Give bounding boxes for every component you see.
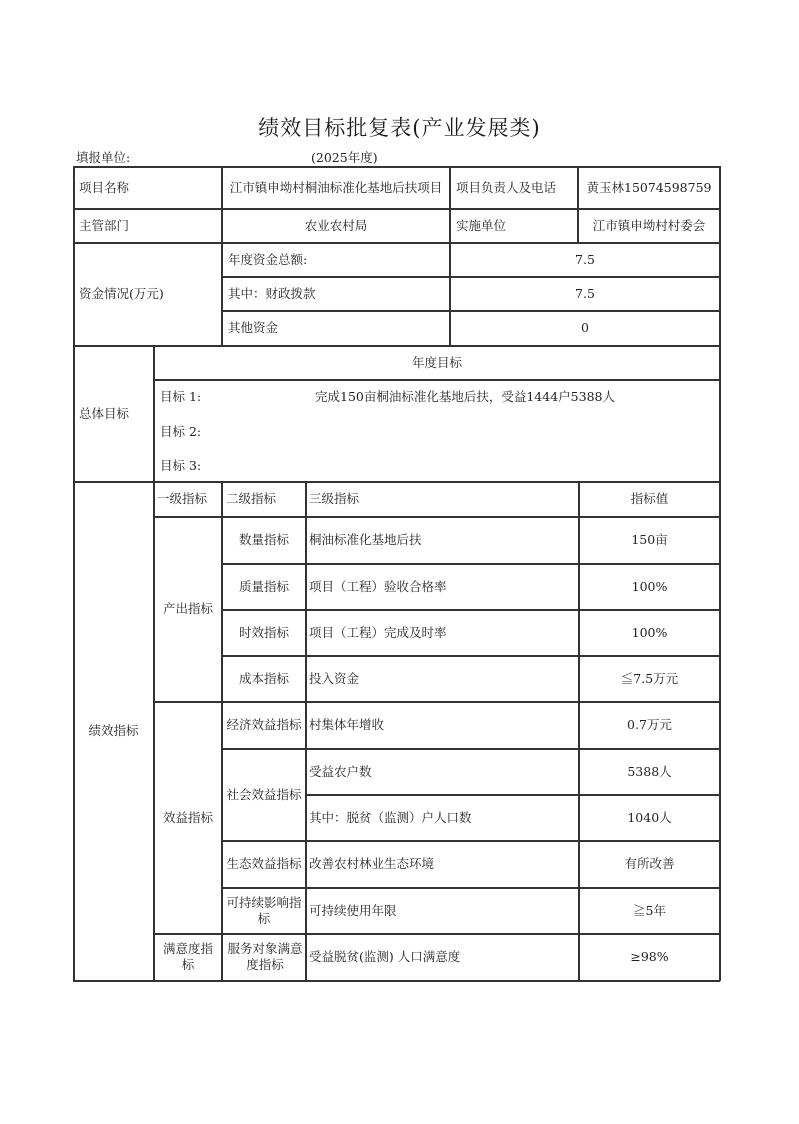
value-row: 150亩 bbox=[631, 532, 668, 547]
value-row: 100% bbox=[631, 578, 668, 594]
dept-label: 主管部门 bbox=[79, 217, 130, 233]
goal-2-label: 目标 2: bbox=[160, 424, 202, 439]
value-row: 5388人 bbox=[627, 763, 672, 779]
funds-total-label: 年度资金总额: bbox=[228, 251, 308, 267]
header-level2: 二级指标 bbox=[226, 491, 277, 506]
level2-quantity: 数量指标 bbox=[238, 532, 289, 547]
level3-row: 项目（工程）验收合格率 bbox=[309, 578, 447, 594]
project-manager-label: 项目负责人及电话 bbox=[456, 179, 557, 195]
level3-row: 改善农村林业生态环境 bbox=[309, 856, 435, 871]
level3-row: 受益脱贫(监测) 人口满意度 bbox=[309, 949, 461, 964]
funds-other-value: 0 bbox=[581, 320, 589, 335]
level2-ecological: 生态效益指标 bbox=[226, 856, 302, 871]
level3-row: 可持续使用年限 bbox=[309, 902, 397, 918]
impl-label: 实施单位 bbox=[456, 217, 507, 233]
funds-label: 资金情况(万元) bbox=[79, 286, 164, 301]
project-name-label: 项目名称 bbox=[79, 179, 130, 195]
value-row: ≧5年 bbox=[633, 902, 666, 918]
value-row: 100% bbox=[631, 624, 668, 640]
level2-economic: 经济效益指标 bbox=[226, 717, 302, 732]
level2-cost: 成本指标 bbox=[238, 670, 289, 686]
page-title: 绩效目标批复表(产业发展类) bbox=[258, 116, 541, 140]
level2-service-satisfaction: 服务对象满意度指标 bbox=[227, 941, 303, 972]
funds-fiscal-label: 其中：财政拨款 bbox=[228, 285, 316, 301]
level3-row: 受益农户数 bbox=[309, 763, 372, 779]
goal-1-label: 目标 1: bbox=[160, 389, 202, 404]
indicators-label: 绩效指标 bbox=[88, 723, 139, 738]
project-manager-value: 黄玉林15074598759 bbox=[586, 179, 712, 195]
header-value: 指标值 bbox=[630, 491, 669, 506]
goals-label: 总体目标 bbox=[79, 405, 130, 421]
level3-row: 村集体年增收 bbox=[309, 717, 385, 732]
funds-other-label: 其他资金 bbox=[228, 320, 279, 335]
dept-value: 农业农村局 bbox=[304, 217, 368, 233]
goal-3-label: 目标 3: bbox=[160, 458, 202, 473]
goal-1-value: 完成150亩桐油标准化基地后扶，受益1444户5388人 bbox=[315, 389, 615, 404]
project-name-value: 江市镇申坳村桐油标准化基地后扶项目 bbox=[229, 179, 443, 195]
goals-header: 年度目标 bbox=[411, 354, 462, 370]
value-row: ≥98% bbox=[630, 949, 669, 964]
value-row: 0.7万元 bbox=[627, 717, 672, 732]
header-level3: 三级指标 bbox=[309, 491, 360, 506]
value-row: ≦7.5万元 bbox=[620, 670, 679, 686]
header-level1: 一级指标 bbox=[157, 491, 208, 506]
level1-satisfaction: 满意度指标 bbox=[162, 941, 213, 972]
fill-unit-label: 填报单位: bbox=[76, 150, 131, 165]
level1-output: 产出指标 bbox=[162, 601, 213, 616]
level3-row: 桐油标准化基地后扶 bbox=[309, 532, 422, 547]
level3-row: 项目（工程）完成及时率 bbox=[309, 624, 447, 640]
level3-row: 其中：脱贫（监测）户人口数 bbox=[309, 809, 472, 825]
level2-quality: 质量指标 bbox=[238, 578, 289, 594]
level1-benefit: 效益指标 bbox=[162, 809, 213, 825]
level2-social: 社会效益指标 bbox=[226, 786, 302, 802]
impl-value: 江市镇申坳村村委会 bbox=[592, 217, 706, 233]
funds-fiscal-value: 7.5 bbox=[575, 285, 595, 301]
value-row: 1040人 bbox=[627, 809, 672, 825]
value-row: 有所改善 bbox=[624, 856, 675, 871]
funds-total-value: 7.5 bbox=[575, 251, 595, 267]
level3-row: 投入资金 bbox=[309, 670, 360, 686]
level2-sustainable: 可持续影响指标 bbox=[226, 894, 302, 926]
level2-timeliness: 时效指标 bbox=[238, 624, 289, 640]
fiscal-year: (2025年度) bbox=[311, 150, 378, 165]
